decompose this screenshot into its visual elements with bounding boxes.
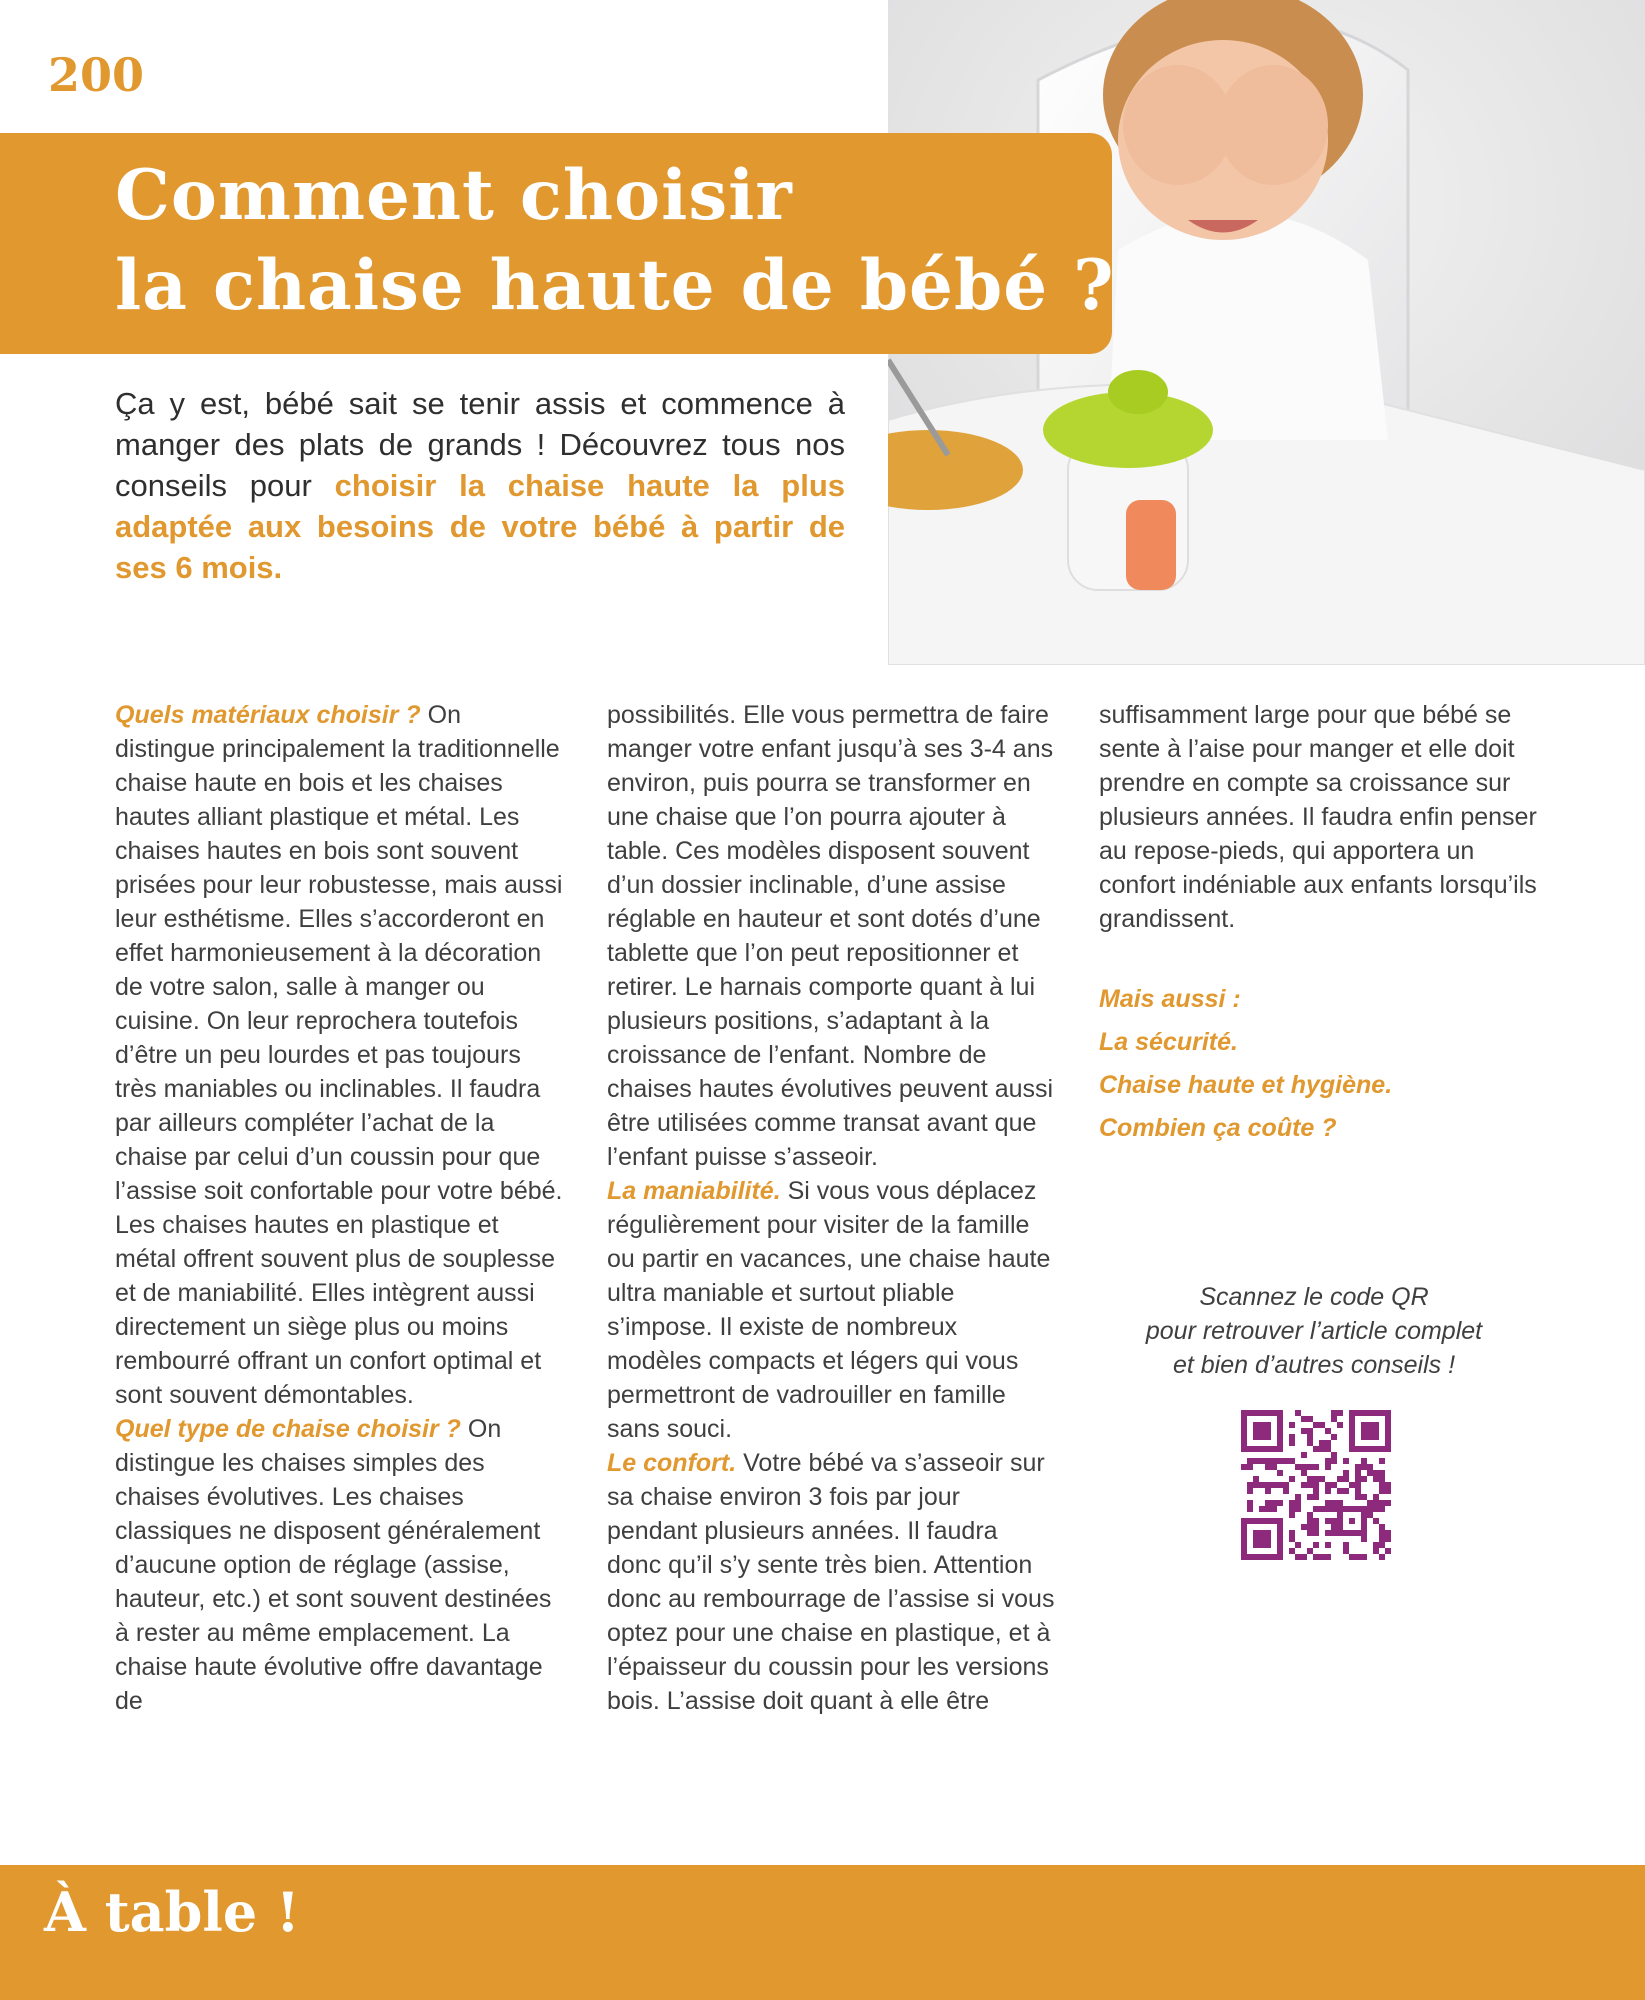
heading-chair-type: Quel type de chaise choisir ? bbox=[115, 1415, 461, 1443]
heading-comfort: Le confort. bbox=[607, 1449, 737, 1477]
see-also-link-cost[interactable]: Combien ça coûte ? bbox=[1099, 1114, 1337, 1142]
qr-caption-line-1: Scannez le code QR bbox=[1199, 1283, 1429, 1311]
article-column-1 bbox=[115, 698, 565, 1718]
article-column-2 bbox=[607, 698, 1057, 1718]
page-number: 200 bbox=[48, 48, 145, 102]
qr-caption bbox=[1099, 1280, 1529, 1382]
paragraph-chair-type bbox=[115, 1412, 565, 1718]
page-title-line-1: Comment choisir bbox=[115, 155, 793, 236]
text-materials: On distingue principalement la traditionnelle chaise haute en bois et les chaises hautes alliant plastique et métal. Les chaises hautes en bois sont souvent prisées pour leur robustesse, mais aussi leur esthétisme. Elles s’accorderont en effet harmonieusement à la décoration de votre salon, salle à manger ou cuisine. On leur reprochera toutefois d’être un peu lourdes et pas toujours très maniables ou inclinables. Il faudra par ailleurs compléter l’achat de la chaise par celui d’un coussin pour que l’assise soit confortable pour votre bébé. Les chaises hautes en plastique et métal offrent souvent plus de souplesse et de maniabilité. Elles intègrent aussi directement un siège plus ou moins rembourré offrant un confort optimal et sont souvent démontables. bbox=[115, 701, 563, 1409]
paragraph-possibilities: possibilités. Elle vous permettra de faire manger votre enfant jusqu’à ses 3-4 ans environ, puis pourra se transformer en une chaise que l’on pourra ajouter à table. Ces modèles disposent souvent d’un dossier inclinable, d’une assise réglable en hauteur et sont dotés d’une tablette que l’on peut repositionner et retirer. Le harnais comporte quant à lui plusieurs positions, s’adaptant à la croissance de l’enfant. Nombre de chaises hautes évolutives peuvent aussi être utilisées comme transat avant que l’enfant puisse s’asseoir. bbox=[607, 701, 1054, 1171]
see-also-list bbox=[1099, 978, 1549, 1150]
qr-code-icon[interactable] bbox=[1241, 1410, 1391, 1560]
paragraph-materials bbox=[115, 698, 565, 1412]
see-also-heading: Mais aussi : bbox=[1099, 985, 1241, 1013]
see-also-link-security[interactable]: La sécurité. bbox=[1099, 1028, 1238, 1056]
text-chair-type: On distingue les chaises simples des chaises évolutives. Les chaises classiques ne disposent généralement d’aucune option de réglage (assise, hauteur, etc.) et sont souvent destinées à rester au même emplacement. La chaise haute évolutive offre davantage de bbox=[115, 1415, 552, 1715]
intro-highlight: choisir la chaise haute la plus adaptée aux besoins de votre bébé à partir de ses 6 mois. bbox=[115, 468, 845, 585]
see-also-link-hygiene[interactable]: Chaise haute et hygiène. bbox=[1099, 1071, 1393, 1099]
paragraph-seat-width: suffisamment large pour que bébé se sente à l’aise pour manger et elle doit prendre en compte sa croissance sur plusieurs années. Il faudra enfin penser au repose-pieds, qui apportera un confort indéniable aux enfants lorsqu’ils grandissent. bbox=[1099, 701, 1537, 933]
paragraph-comfort bbox=[607, 1446, 1057, 1718]
article-column-3 bbox=[1099, 698, 1549, 1150]
section-title: À table ! bbox=[44, 1880, 300, 1944]
intro-paragraph bbox=[115, 383, 845, 588]
paragraph-maniability bbox=[607, 1174, 1057, 1446]
page-title-line-2: la chaise haute de bébé ? bbox=[115, 245, 1115, 326]
text-maniability: Si vous vous déplacez régulièrement pour visiter de la famille ou partir en vacances, une chaise haute ultra maniable et surtout pliable s’impose. Il existe de nombreux modèles compacts et légers qui vous permettront de vadrouiller en famille sans souci. bbox=[607, 1177, 1051, 1443]
intro-text: Ça y est, bébé sait se tenir assis et commence à manger des plats de grands ! Découvrez tous nos conseils pour bbox=[115, 386, 845, 503]
heading-maniability: La maniabilité. bbox=[607, 1177, 781, 1205]
qr-caption-line-3: et bien d’autres conseils ! bbox=[1172, 1351, 1456, 1379]
text-comfort: Votre bébé va s’asseoir sur sa chaise environ 3 fois par jour pendant plusieurs années. Il faudra donc qu’il s’y sente très bien. Attention donc au rembourrage de l’assise si vous optez pour une chaise en plastique, et à l’épaisseur du coussin pour les versions bois. L’assise doit quant à elle être bbox=[607, 1449, 1055, 1715]
heading-materials: Quels matériaux choisir ? bbox=[115, 701, 421, 729]
qr-caption-line-2: pour retrouver l’article complet bbox=[1145, 1317, 1483, 1345]
